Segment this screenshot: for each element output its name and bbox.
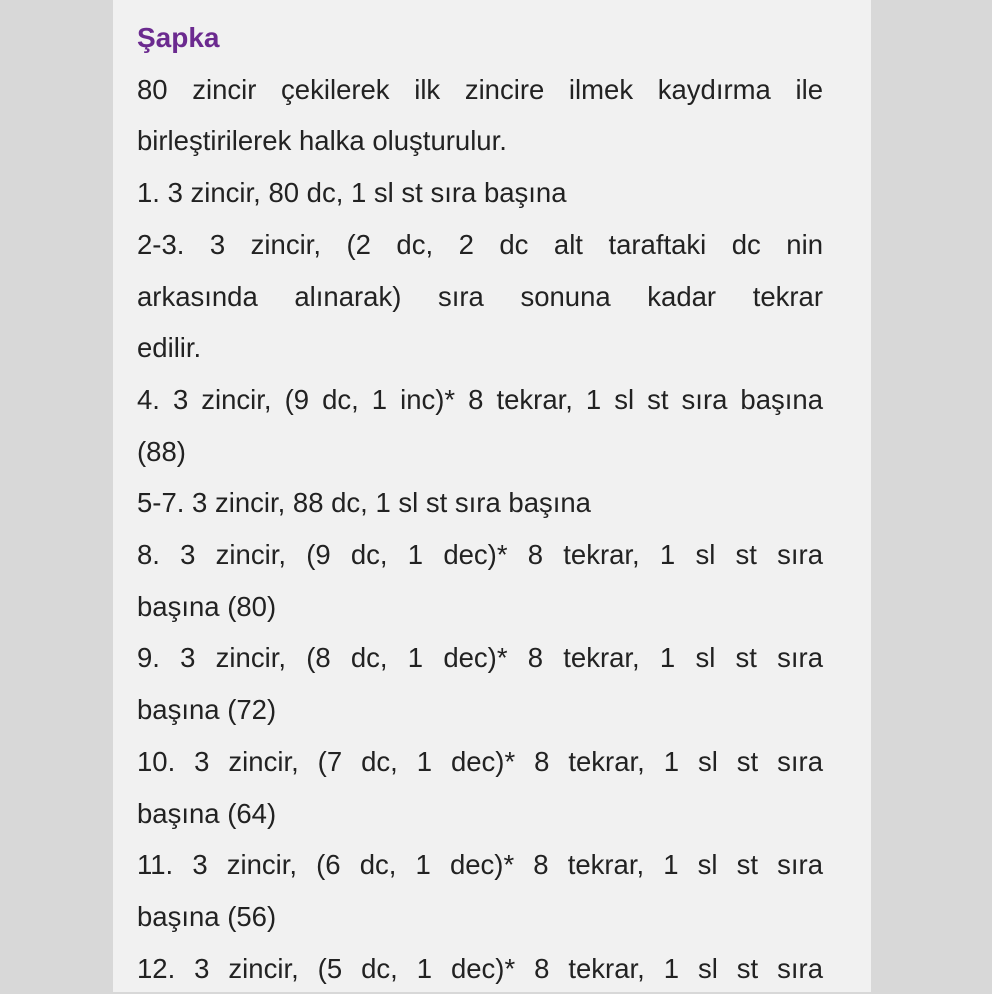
document-page — [113, 0, 871, 992]
text-line: arkasında alınarak) sıra sonuna kadar tekrar — [137, 280, 823, 312]
text-line: başına (56) — [137, 900, 277, 932]
text-line: başına (72) — [137, 694, 277, 726]
text-line: 5-7. 3 zincir, 88 dc, 1 sl st sıra başına — [137, 487, 591, 519]
text-line: 4. 3 zincir, (9 dc, 1 inc)* 8 tekrar, 1 sl st sıra başına — [137, 383, 823, 415]
text-line: başına (64) — [137, 797, 277, 829]
text-line: 8. 3 zincir, (9 dc, 1 dec)* 8 tekrar, 1 sl st sıra — [137, 539, 823, 571]
text-line: başına (80) — [137, 590, 277, 622]
text-line: 9. 3 zincir, (8 dc, 1 dec)* 8 tekrar, 1 sl st sıra — [137, 642, 823, 674]
text-line: 80 zincir çekilerek ilk zincire ilmek kaydırma ile — [137, 73, 823, 105]
text-line: 1. 3 zincir, 80 dc, 1 sl st sıra başına — [137, 177, 567, 209]
section-title: Şapka — [137, 22, 220, 53]
text-line: 12. 3 zincir, (5 dc, 1 dec)* 8 tekrar, 1 sl st sıra — [137, 952, 823, 984]
text-line: 2-3. 3 zincir, (2 dc, 2 dc alt taraftaki dc nin — [137, 228, 823, 260]
text-line: 11. 3 zincir, (6 dc, 1 dec)* 8 tekrar, 1 sl st sıra — [137, 849, 823, 881]
text-line: edilir. — [137, 332, 202, 364]
text-line: (88) — [137, 435, 186, 467]
text-line: 10. 3 zincir, (7 dc, 1 dec)* 8 tekrar, 1 sl st sıra — [137, 745, 823, 777]
text-line: birleştirilerek halka oluşturulur. — [137, 125, 507, 157]
recipe-content — [137, 12, 823, 994]
